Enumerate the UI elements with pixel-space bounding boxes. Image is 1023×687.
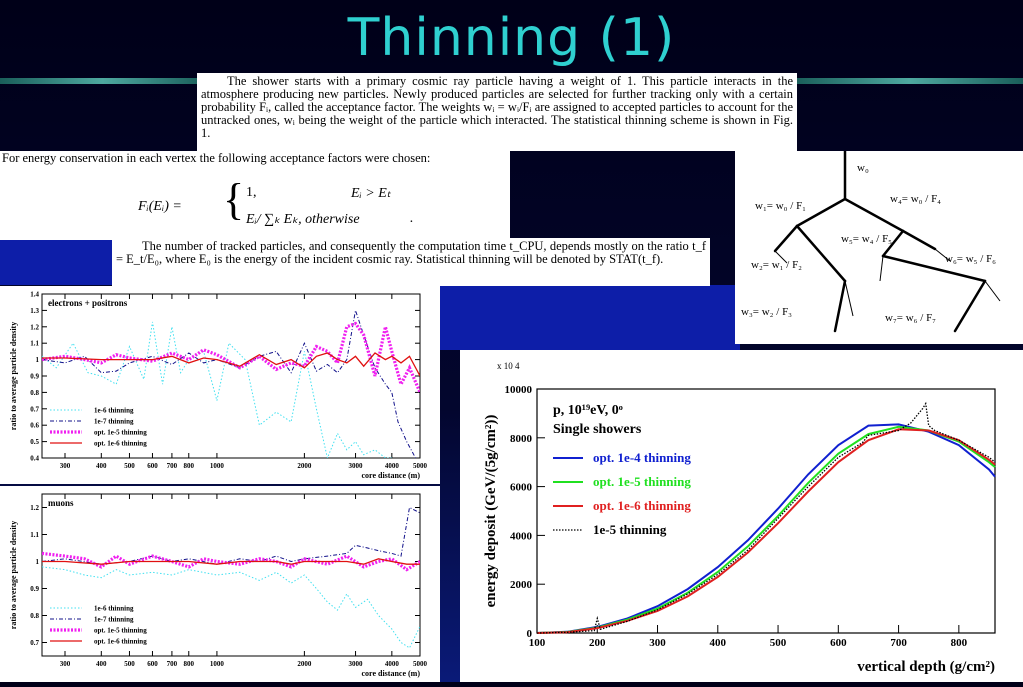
x-tick-label: 3000	[348, 462, 363, 470]
formula-lhs: Fᵢ(Eᵢ) =	[138, 199, 182, 214]
tree-edge-thin	[985, 281, 1000, 301]
background-block-center	[440, 285, 740, 350]
x-tick-label: 5000	[413, 462, 427, 470]
slide-title: Thinning (1)	[347, 8, 676, 68]
x-tick-label: 800	[183, 660, 195, 668]
formula-case2-value: Eᵢ/ ∑ₖ Eₖ, otherwise	[246, 212, 360, 227]
y-tick-label: 6000	[510, 481, 532, 494]
muons-chart	[0, 486, 440, 682]
series-line-2	[42, 553, 420, 569]
x-tick-label: 4000	[384, 462, 399, 470]
x-tick-label: 4000	[384, 660, 399, 668]
y-tick-label: 0	[526, 628, 532, 640]
y-tick-label: 0.4	[30, 454, 39, 463]
thinning-tree-panel	[735, 151, 1023, 344]
legend-label: opt. 1e-5 thinning	[94, 428, 147, 437]
legend-label: opt. 1e-4 thinning	[593, 450, 691, 465]
tree-label-w7: w₇= w₆ / F₇	[885, 312, 937, 324]
electrons-chart	[0, 286, 440, 484]
y-tick-label: 0.7	[30, 405, 39, 414]
series-line-1	[42, 508, 420, 565]
x-tick-label: 2000	[297, 462, 312, 470]
chart-title: electrons + positrons	[48, 298, 128, 308]
x-tick-label: 3000	[348, 660, 363, 668]
x-tick-label: 2000	[297, 660, 312, 668]
background-block-left	[0, 240, 120, 285]
y-tick-label: 1.4	[30, 290, 39, 299]
legend-label: opt. 1e-5 thinning	[593, 474, 691, 489]
series-line-3	[537, 404, 995, 633]
tree-edge	[797, 226, 845, 281]
y-tick-label: 8000	[510, 432, 532, 445]
tree-label-w6: w₆= w₅ / F₆	[945, 253, 997, 265]
x-tick-label: 5000	[413, 660, 427, 668]
tree-edge	[955, 281, 985, 331]
x-tick-label: 800	[950, 637, 968, 649]
x-tick-label: 400	[96, 660, 107, 668]
chart-subtitle: Single showers	[553, 422, 642, 437]
y-tick-label: 0.9	[30, 372, 39, 381]
y-axis-label: ratio to average particle density	[9, 321, 18, 431]
y-tick-label: 0.5	[30, 438, 39, 447]
y-tick-label: 0.9	[30, 585, 39, 593]
chart-title: p, 10¹⁹eV, 0ᵒ	[553, 403, 623, 418]
energy-deposit-chart-panel	[460, 350, 1023, 682]
x-tick-label: 800	[183, 462, 195, 470]
decorative-stripe-left	[0, 78, 205, 84]
muons-chart-panel	[0, 486, 440, 682]
y-multiplier: x 10 4	[497, 361, 520, 371]
x-tick-label: 1000	[209, 462, 224, 470]
y-tick-label: 0.8	[30, 612, 39, 620]
electrons-chart-panel	[0, 286, 440, 484]
y-tick-label: 2000	[510, 579, 532, 592]
intro-panel	[197, 73, 797, 151]
x-tick-label: 300	[59, 660, 71, 668]
x-axis-label: core distance (m)	[361, 669, 420, 678]
legend-label: opt. 1e-6 thinning	[593, 498, 691, 513]
formula-case1-value: 1,	[246, 185, 257, 200]
x-tick-label: 1000	[209, 660, 224, 668]
x-tick-label: 600	[830, 637, 847, 649]
y-axis-label: ratio to average particle density	[9, 520, 18, 630]
decorative-stripe-right	[795, 78, 1023, 84]
y-tick-label: 10000	[504, 384, 532, 396]
x-tick-label: 600	[147, 462, 158, 470]
x-tick-label: 200	[589, 637, 606, 649]
x-tick-label: 700	[166, 660, 178, 668]
formula-case1-condition: Eᵢ > Eₜ	[351, 186, 391, 201]
tcpu-paragraph: The number of tracked particles, and consequently the computation time t_CPU, depends mostly on the ratio t_f = E_t/E₀, where E₀ is the energy of the incident cosmic ray. Statistical thinning will be denoted by STAT(t_f).	[116, 239, 706, 266]
y-tick-label: 1	[35, 356, 39, 365]
x-tick-label: 400	[96, 462, 107, 470]
x-axis-label: core distance (m)	[361, 471, 420, 480]
y-axis-label: energy deposit (GeV/(5g/cm²))	[483, 414, 499, 608]
tree-edge	[775, 226, 797, 251]
x-tick-label: 700	[890, 637, 907, 649]
x-tick-label: 700	[166, 462, 178, 470]
tree-edge-thin	[880, 256, 883, 281]
x-tick-label: 500	[124, 462, 135, 470]
tree-label-w2: w₂= w₁ / F₂	[751, 259, 803, 271]
y-tick-label: 1.3	[30, 306, 39, 315]
x-tick-label: 100	[528, 637, 546, 649]
tree-label-w4: w₄= w₀ / F₄	[890, 193, 942, 205]
tree-label-w3: w₃= w₂ / F₃	[741, 306, 793, 318]
y-tick-label: 1	[35, 558, 39, 566]
formula-brace: {	[223, 175, 245, 224]
x-axis-label: vertical depth (g/cm²)	[857, 659, 995, 675]
legend-label: 1e-6 thinning	[94, 604, 134, 613]
formula-panel	[0, 151, 510, 240]
tree-label-w5: w₅= w₄ / F₅	[841, 233, 893, 245]
thinning-tree-diagram	[735, 151, 1023, 344]
legend-label: opt. 1e-6 thinning	[94, 439, 147, 448]
y-tick-label: 0.8	[30, 388, 39, 397]
y-tick-label: 1.2	[30, 323, 39, 332]
chart-title: muons	[48, 498, 74, 508]
legend-label: 1e-6 thinning	[94, 406, 134, 415]
legend-label: 1e-7 thinning	[94, 615, 134, 624]
tree-edge-thin	[845, 281, 853, 316]
legend-label: opt. 1e-6 thinning	[94, 637, 147, 646]
legend-label: 1e-5 thinning	[593, 522, 667, 537]
tree-edge	[903, 231, 935, 249]
legend-label: 1e-7 thinning	[94, 417, 134, 426]
formula-end: .	[410, 211, 414, 226]
x-tick-label: 600	[147, 660, 158, 668]
legend-label: opt. 1e-5 thinning	[94, 626, 147, 635]
tree-label-w1: w₁= w₀ / F₁	[755, 200, 807, 212]
energy-conservation-text: For energy conservation in each vertex the following acceptance factors were chosen:	[2, 151, 431, 165]
y-tick-label: 0.7	[30, 639, 39, 647]
y-tick-label: 0.6	[30, 421, 39, 430]
y-tick-label: 4000	[510, 530, 532, 543]
series-line-0	[42, 322, 392, 458]
series-line-2	[42, 324, 420, 393]
tree-label-w0: w₀	[857, 162, 869, 174]
energy-deposit-chart	[460, 350, 1023, 682]
x-tick-label: 400	[709, 637, 727, 649]
intro-paragraph: The shower starts with a primary cosmic ray particle having a weight of 1. This particle interacts in the atmosphere producing new particles. Newly produced particles are selected for further tracking only with a certain probability Fᵢ, called the acceptance factor. The weights wᵢ = wᵢ/Fᵢ are assigned to accepted particles to account for the untracked ones, wᵢ being the weight of the particle which interacted. The statistical thinning scheme is shown in Fig. 1.	[201, 74, 793, 140]
y-tick-label: 1.1	[30, 531, 39, 539]
x-tick-label: 300	[649, 637, 666, 649]
series-line-3	[42, 559, 420, 564]
x-tick-label: 500	[124, 660, 135, 668]
x-tick-label: 500	[769, 637, 787, 649]
x-tick-label: 300	[59, 462, 71, 470]
tcpu-panel	[112, 238, 710, 286]
y-tick-label: 1.1	[30, 339, 39, 348]
y-tick-label: 1.2	[30, 504, 39, 512]
tree-edge	[835, 281, 845, 331]
